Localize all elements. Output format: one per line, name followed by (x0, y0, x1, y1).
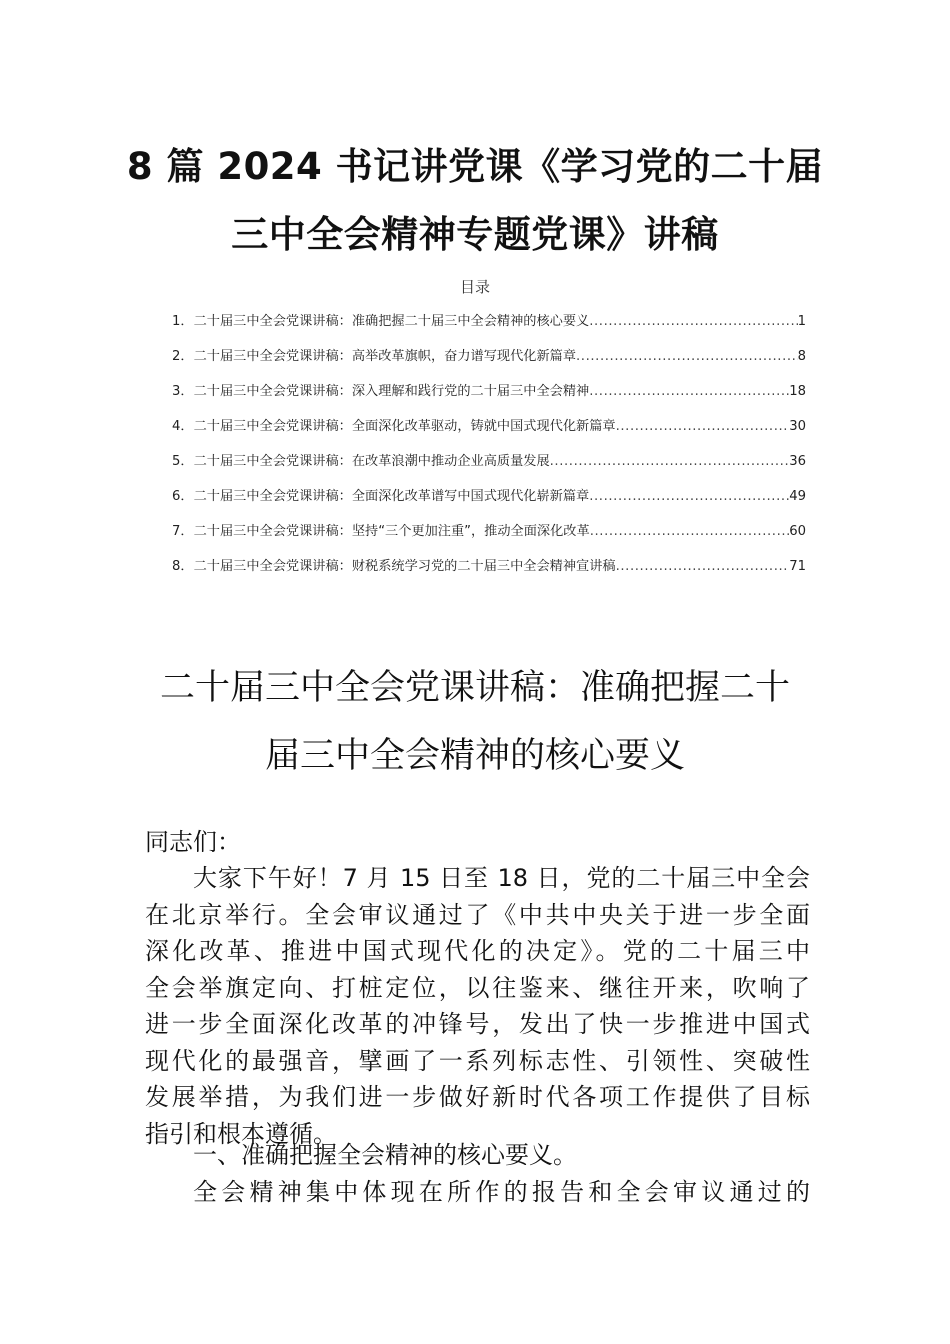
greeting: 同志们： (145, 828, 241, 856)
paragraph-line: 深化改革、推进中国式现代化的决定》。党的二十届三中 (145, 937, 810, 965)
paragraph-line: 大家下午好！7 月 15 日至 18 日，党的二十届三中全会 (193, 864, 810, 892)
document-title-line-1: 8 篇 2024 书记讲党课《学习党的二十届 (126, 145, 824, 188)
toc-entry-text: 6．二十届三中全会党课讲稿：全面深化改革谱写中国式现代化崭新篇章 (172, 489, 590, 504)
document-title-line-2: 三中全会精神专题党课》讲稿 (231, 213, 719, 256)
toc-leader-dots (590, 520, 790, 544)
toc-leader-dots (616, 415, 790, 439)
toc-entry-page: 30 (789, 419, 806, 434)
toc-heading: 目录 (459, 278, 490, 296)
body-paragraph-1 (145, 860, 810, 1152)
paragraph-line: 指引和根本遵循。 (145, 1119, 337, 1148)
toc-entry-5[interactable] (172, 450, 806, 485)
heading-text: 一、准确把握全会精神的核心要义。 (193, 1141, 577, 1169)
paragraph-line: 发展举措，为我们进一步做好新时代各项工作提供了目标 (145, 1083, 810, 1111)
toc-entry-page: 1 (797, 314, 806, 329)
toc-entry-page: 36 (789, 454, 806, 469)
toc-entry-text: 3．二十届三中全会党课讲稿：深入理解和践行党的二十届三中全会精神 (172, 384, 590, 399)
toc-entry-text: 7．二十届三中全会党课讲稿：坚持“三个更加注重”，推动全面深化改革 (172, 524, 590, 539)
toc-leader-dots (550, 450, 790, 474)
toc-entry-8[interactable] (172, 555, 806, 590)
toc-leader-dots (589, 310, 797, 334)
toc-leader-dots (589, 380, 789, 404)
toc-entry-6[interactable] (172, 485, 806, 520)
paragraph-line: 全会精神集中体现在所作的报告和全会审议通过的 (193, 1178, 810, 1206)
section-title-line-1: 二十届三中全会党课讲稿：准确把握二十 (159, 668, 790, 708)
toc-entry-page: 18 (789, 384, 806, 399)
section-title-line-2: 届三中全会精神的核心要义 (264, 736, 685, 776)
paragraph-line: 在北京举行。全会审议通过了《中共中央关于进一步全面 (145, 900, 810, 929)
toc-entry-page: 60 (789, 524, 806, 539)
toc-entry-page: 8 (797, 349, 806, 364)
paragraph-line: 现代化的最强音，擘画了一系列标志性、引领性、突破性 (145, 1046, 810, 1075)
toc-entry-3[interactable] (172, 380, 806, 415)
toc-entry-text: 1．二十届三中全会党课讲稿：准确把握二十届三中全会精神的核心要义 (172, 314, 590, 329)
toc-entry-text: 4．二十届三中全会党课讲稿：全面深化改革驱动，铸就中国式现代化新篇章 (172, 419, 616, 434)
toc-entry-text: 5．二十届三中全会党课讲稿：在改革浪潮中推动企业高质量发展 (172, 454, 550, 469)
toc-entry-page: 49 (789, 489, 806, 504)
toc-leader-dots (616, 555, 790, 579)
table-of-contents (172, 310, 806, 590)
toc-leader-dots (589, 485, 789, 509)
toc-entry-text: 8．二十届三中全会党课讲稿：财税系统学习党的二十届三中全会精神宣讲稿 (172, 559, 616, 574)
body-paragraph-2 (145, 1174, 810, 1211)
toc-entry-4[interactable] (172, 415, 806, 450)
toc-entry-text: 2．二十届三中全会党课讲稿：高举改革旗帜，奋力谱写现代化新篇章 (172, 349, 577, 364)
toc-entry-7[interactable] (172, 520, 806, 555)
toc-entry-page: 71 (789, 559, 806, 574)
toc-entry-2[interactable] (172, 345, 806, 380)
section-heading-1 (145, 1137, 810, 1174)
paragraph-line: 全会举旗定向、打桩定位，以往鉴来、继往开来，吹响了 (145, 973, 810, 1002)
paragraph-line: 进一步全面深化改革的冲锋号，发出了快一步推进中国式 (145, 1010, 810, 1038)
toc-leader-dots (576, 345, 798, 369)
toc-entry-1[interactable] (172, 310, 806, 345)
